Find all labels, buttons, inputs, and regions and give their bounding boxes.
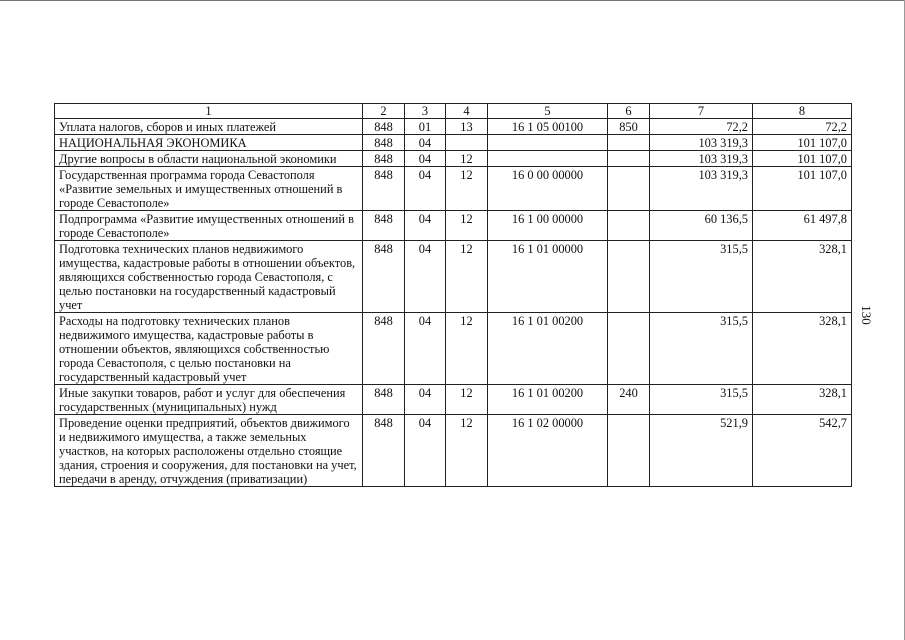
- row-expense-type-cell: 850: [608, 119, 650, 135]
- row-amount-year2-cell: 542,7: [753, 415, 852, 487]
- row-target-article-cell: 16 1 01 00200: [488, 385, 608, 415]
- row-subsection-cell: 12: [446, 313, 488, 385]
- row-name-cell: Расходы на подготовку технических планов недвижимого имущества, кадастровые работы в отношении объектов, являющихся собственностью города Севастополя, с целью постановки на государственный кадастровый учет: [55, 313, 363, 385]
- row-expense-type-cell: 240: [608, 385, 650, 415]
- row-amount-year2-cell: 101 107,0: [753, 151, 852, 167]
- row-subsection-cell: 12: [446, 151, 488, 167]
- row-section-cell: 04: [405, 151, 446, 167]
- row-expense-type-cell: [608, 211, 650, 241]
- row-section-cell: 04: [405, 135, 446, 151]
- row-target-article-cell: [488, 135, 608, 151]
- row-subsection-cell: 12: [446, 415, 488, 487]
- header-cell: 2: [363, 104, 405, 119]
- row-subsection-cell: 12: [446, 385, 488, 415]
- row-ved-cell: 848: [363, 135, 405, 151]
- row-section-cell: 04: [405, 385, 446, 415]
- row-name-cell: Проведение оценки предприятий, объектов движимого и недвижимого имущества, а также земельных участков, на которых расположены отдельно стоящие здания, строения и сооружения, для постановки на учет, передачи в аренду, отчуждения (приватизации): [55, 415, 363, 487]
- row-amount-year1-cell: 72,2: [650, 119, 753, 135]
- row-subsection-cell: 12: [446, 241, 488, 313]
- row-subsection-cell: 12: [446, 211, 488, 241]
- row-expense-type-cell: [608, 415, 650, 487]
- header-cell: 7: [650, 104, 753, 119]
- table-row: [55, 119, 852, 135]
- row-target-article-cell: 16 0 00 00000: [488, 167, 608, 211]
- table-header-row: [55, 104, 852, 119]
- row-ved-cell: 848: [363, 313, 405, 385]
- row-section-cell: 04: [405, 241, 446, 313]
- row-target-article-cell: [488, 151, 608, 167]
- row-expense-type-cell: [608, 167, 650, 211]
- table-row: [55, 241, 852, 313]
- row-amount-year1-cell: 315,5: [650, 241, 753, 313]
- table-row: [55, 385, 852, 415]
- header-cell: 6: [608, 104, 650, 119]
- scan-border-top: [0, 0, 905, 1]
- row-amount-year2-cell: 328,1: [753, 385, 852, 415]
- row-subsection-cell: [446, 135, 488, 151]
- row-section-cell: 04: [405, 313, 446, 385]
- table-row: [55, 135, 852, 151]
- page-number: 130: [859, 305, 874, 325]
- row-expense-type-cell: [608, 241, 650, 313]
- row-amount-year2-cell: 61 497,8: [753, 211, 852, 241]
- row-target-article-cell: 16 1 01 00200: [488, 313, 608, 385]
- row-name-cell: Подпрограмма «Развитие имущественных отношений в городе Севастополе»: [55, 211, 363, 241]
- row-amount-year1-cell: 103 319,3: [650, 135, 753, 151]
- row-amount-year1-cell: 315,5: [650, 313, 753, 385]
- row-ved-cell: 848: [363, 241, 405, 313]
- row-amount-year2-cell: 328,1: [753, 241, 852, 313]
- budget-table: [54, 103, 852, 487]
- row-ved-cell: 848: [363, 151, 405, 167]
- row-section-cell: 04: [405, 167, 446, 211]
- table-row: [55, 167, 852, 211]
- row-subsection-cell: 13: [446, 119, 488, 135]
- row-expense-type-cell: [608, 135, 650, 151]
- row-amount-year2-cell: 101 107,0: [753, 135, 852, 151]
- table-row: [55, 313, 852, 385]
- table-body: [55, 119, 852, 487]
- row-amount-year2-cell: 328,1: [753, 313, 852, 385]
- row-amount-year1-cell: 521,9: [650, 415, 753, 487]
- row-section-cell: 04: [405, 415, 446, 487]
- row-amount-year2-cell: 72,2: [753, 119, 852, 135]
- table-row: [55, 415, 852, 487]
- row-target-article-cell: 16 1 00 00000: [488, 211, 608, 241]
- row-ved-cell: 848: [363, 211, 405, 241]
- row-name-cell: Подготовка технических планов недвижимого имущества, кадастровые работы в отношении объектов, являющихся собственностью города Севастополя, с целью постановки на государственный кадастровый учет: [55, 241, 363, 313]
- header-cell: 1: [55, 104, 363, 119]
- row-name-cell: НАЦИОНАЛЬНАЯ ЭКОНОМИКА: [55, 135, 363, 151]
- row-target-article-cell: 16 1 05 00100: [488, 119, 608, 135]
- table-row: [55, 211, 852, 241]
- row-section-cell: 04: [405, 211, 446, 241]
- row-expense-type-cell: [608, 151, 650, 167]
- row-amount-year1-cell: 103 319,3: [650, 167, 753, 211]
- row-subsection-cell: 12: [446, 167, 488, 211]
- row-amount-year2-cell: 101 107,0: [753, 167, 852, 211]
- row-amount-year1-cell: 103 319,3: [650, 151, 753, 167]
- row-name-cell: Государственная программа города Севастополя «Развитие земельных и имущественных отношений в городе Севастополе»: [55, 167, 363, 211]
- row-target-article-cell: 16 1 01 00000: [488, 241, 608, 313]
- row-name-cell: Иные закупки товаров, работ и услуг для обеспечения государственных (муниципальных) нужд: [55, 385, 363, 415]
- row-ved-cell: 848: [363, 415, 405, 487]
- header-cell: 5: [488, 104, 608, 119]
- row-target-article-cell: 16 1 02 00000: [488, 415, 608, 487]
- row-amount-year1-cell: 60 136,5: [650, 211, 753, 241]
- row-name-cell: Другие вопросы в области национальной экономики: [55, 151, 363, 167]
- row-ved-cell: 848: [363, 167, 405, 211]
- row-section-cell: 01: [405, 119, 446, 135]
- row-ved-cell: 848: [363, 119, 405, 135]
- header-cell: 4: [446, 104, 488, 119]
- header-cell: 3: [405, 104, 446, 119]
- row-amount-year1-cell: 315,5: [650, 385, 753, 415]
- row-expense-type-cell: [608, 313, 650, 385]
- header-cell: 8: [753, 104, 852, 119]
- row-name-cell: Уплата налогов, сборов и иных платежей: [55, 119, 363, 135]
- row-ved-cell: 848: [363, 385, 405, 415]
- table-row: [55, 151, 852, 167]
